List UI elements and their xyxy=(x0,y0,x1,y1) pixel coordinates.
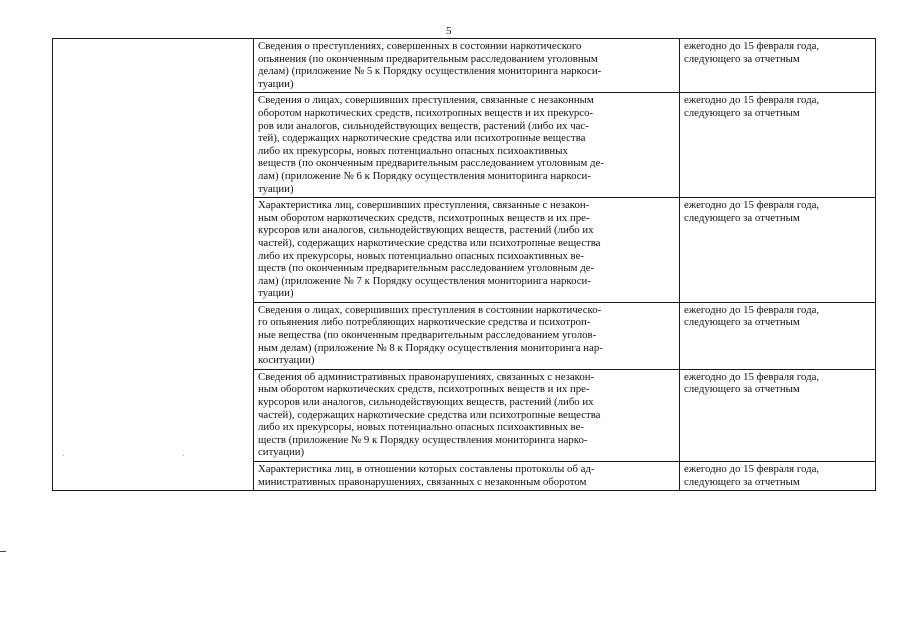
row-deadline: ежегодно до 15 февраля года, следующего за отчетным xyxy=(684,94,820,119)
row-description-cell xyxy=(254,302,680,369)
row-description-cell xyxy=(254,369,680,461)
scan-speck: · xyxy=(182,451,185,460)
page-number: 5 xyxy=(446,25,452,37)
row-deadline-cell xyxy=(680,369,876,461)
row-description: Характеристика лиц, в отношении которых составлены протоколы об ад- министративных правонарушениях, связанных с незаконным оборотом xyxy=(258,463,595,488)
scan-speck: · xyxy=(62,451,65,460)
empty-left-column-cell xyxy=(53,39,254,491)
row-description: Сведения о преступлениях, совершенных в состоянии наркотического опьянения (по оконченным предварительным расследованием уголовным делам) (приложение № 5 к Порядку осуществления мониторинга наркоси- туации) xyxy=(258,40,602,90)
row-deadline-cell xyxy=(680,198,876,303)
monitoring-table xyxy=(52,38,876,491)
row-description-cell xyxy=(254,462,680,491)
row-description: Сведения о лицах, совершивших преступления в состоянии наркотическо- го опьянения либо потребляющих наркотические средства и психотроп- ные вещества (по оконченным предварительным расследованием уголов- ным делам) (приложение № 8 к Порядку осуществления мониторинга нар- коситуации) xyxy=(258,303,603,367)
row-deadline-cell xyxy=(680,93,876,198)
table-row xyxy=(53,39,876,93)
scan-edge-mark xyxy=(0,551,6,552)
row-deadline-cell xyxy=(680,462,876,491)
row-deadline: ежегодно до 15 февраля года, следующего за отчетным xyxy=(684,40,820,65)
row-deadline: ежегодно до 15 февраля года, следующего за отчетным xyxy=(684,370,820,396)
row-deadline-cell xyxy=(680,39,876,93)
row-description: Сведения об административных правонарушениях, связанных с незакон- ным оборотом наркотических средств, психотропных веществ и их пре- курсоров или аналогов, сильнодействующих веществ, растений (либо их частей), содержащих наркотические средства или психотропные вещества либо их прекурсоры, новых потенциально опасных психоактивных ве- ществ (приложение № 9 к Порядку осуществления мониторинга нарко- ситуации) xyxy=(258,370,601,459)
page-bottom-margin xyxy=(0,559,905,640)
row-deadline: ежегодно до 15 февраля года, следующего за отчетным xyxy=(684,303,820,329)
row-description-cell xyxy=(254,39,680,93)
row-description: Характеристика лиц, совершивших преступления, связанные с незакон- ным оборотом наркотических средств, психотропных веществ и их пре- курсоров или аналогов, сильнодействующих веществ, растений (либо их частей), содержащих наркотические средства или психотропные вещества либо их прекурсоры, новых потенциально опасных психоактивных ве- ществ (по оконченным предварительным расследованием уголовным де- лам) (приложение № 7 к Порядку осуществления мониторинга наркоси- туации) xyxy=(258,199,601,300)
row-description: Сведения о лицах, совершивших преступления, связанные с незаконным оборотом наркотических средств, психотропных веществ и их прекурсо- ров или аналогов, сильнодействующих веществ, растений (либо их час- тей), содержащих наркотические средства или психотропные вещества либо их прекурсоры, новых потенциально опасных психоактивных веществ (по оконченным предварительным расследованием уголовным де- лам) (приложение № 6 к Порядку осуществления мониторинга наркоси- туации) xyxy=(258,94,604,195)
row-deadline: ежегодно до 15 февраля года, следующего за отчетным xyxy=(684,199,820,224)
row-description-cell xyxy=(254,93,680,198)
row-description-cell xyxy=(254,198,680,303)
row-deadline-cell xyxy=(680,302,876,369)
row-deadline: ежегодно до 15 февраля года, следующего за отчетным xyxy=(684,463,820,488)
